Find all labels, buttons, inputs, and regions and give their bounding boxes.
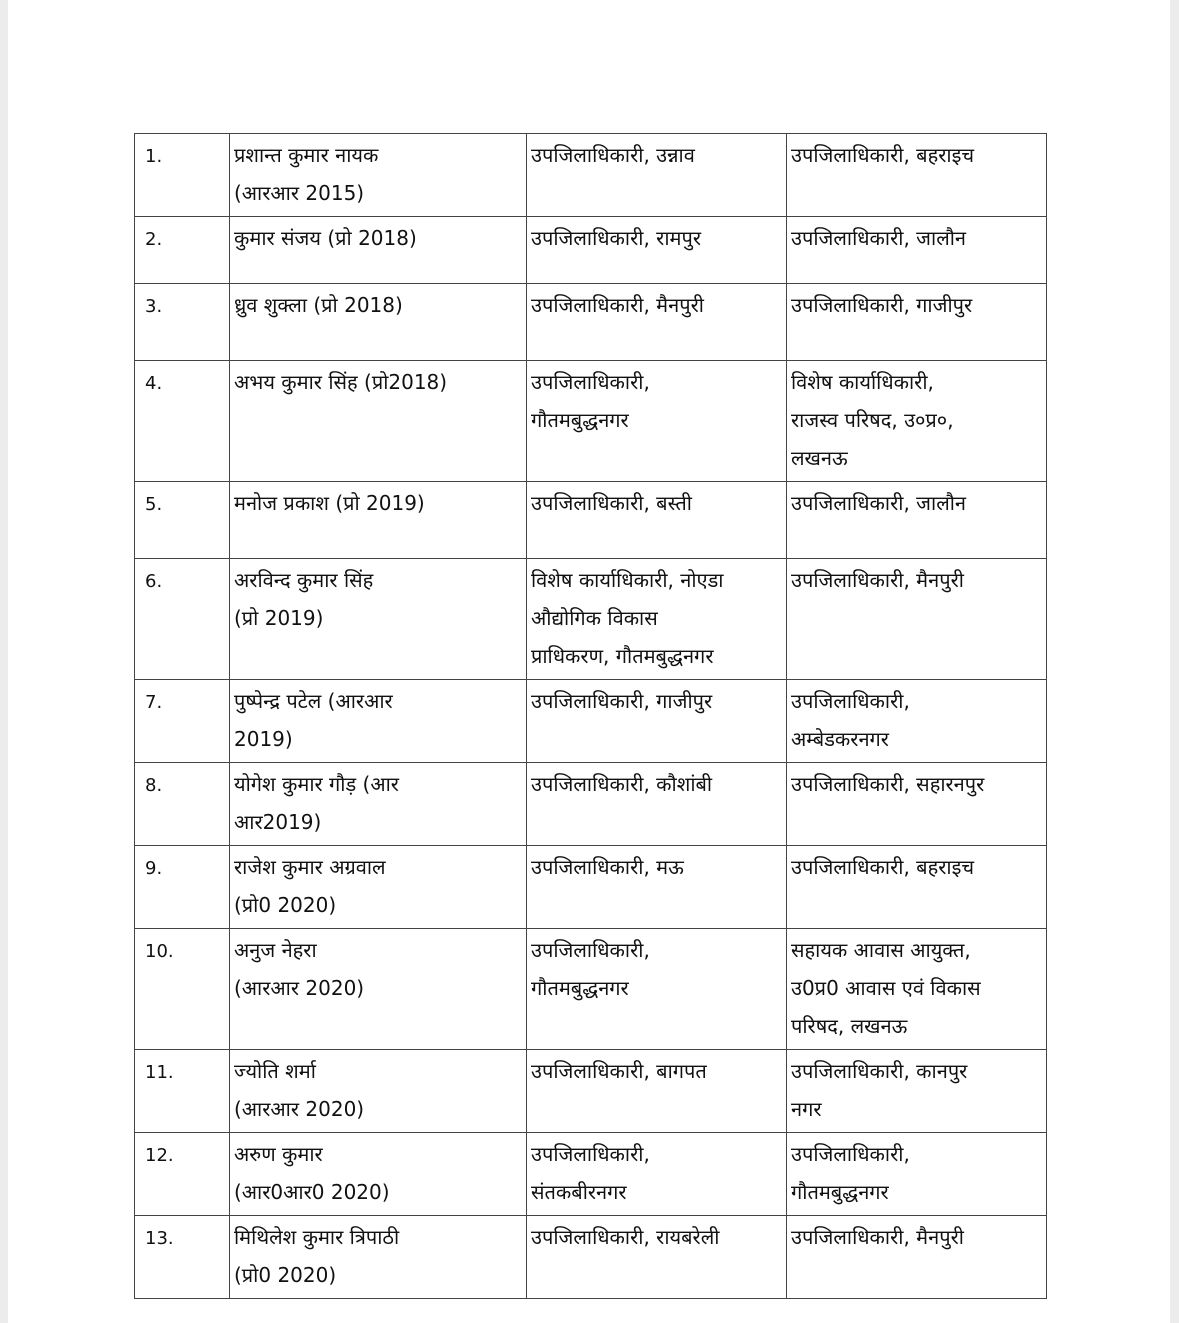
new-posting-line: नगर: [791, 1097, 822, 1121]
officer-name-cell: [230, 361, 527, 482]
table-row: [135, 1216, 1047, 1299]
officer-name-cell: [230, 1216, 527, 1299]
current-posting-line: उपजिलाधिकारी, मैनपुरी: [531, 293, 704, 317]
current-posting-line: उपजिलाधिकारी,: [531, 1142, 650, 1166]
officer-name-line: अभय कुमार सिंह (प्रो2018): [234, 370, 448, 394]
current-posting-line: गौतमबुद्धनगर: [531, 408, 629, 432]
officer-name-cell: [230, 217, 527, 284]
transfer-table-body: [135, 134, 1047, 1299]
new-posting-cell: [787, 1133, 1047, 1216]
current-posting-cell: [527, 846, 787, 929]
officer-name-cell: [230, 763, 527, 846]
officer-name-cell: [230, 929, 527, 1050]
table-row: [135, 217, 1047, 284]
current-posting-line: संतकबीरनगर: [531, 1180, 627, 1204]
officer-name-line: (प्रो0 2020): [234, 893, 337, 917]
table-row: [135, 482, 1047, 559]
current-posting-cell: [527, 1216, 787, 1299]
serial-number-cell: 12.: [135, 1133, 230, 1216]
officer-name-line: ज्योति शर्मा: [234, 1059, 316, 1083]
new-posting-cell: [787, 559, 1047, 680]
current-posting-line: उपजिलाधिकारी, रामपुर: [531, 226, 702, 250]
current-posting-cell: [527, 1050, 787, 1133]
current-posting-line: उपजिलाधिकारी, मऊ: [531, 855, 684, 879]
new-posting-cell: [787, 1216, 1047, 1299]
officer-name-line: ध्रुव शुक्ला (प्रो 2018): [234, 293, 403, 317]
current-posting-cell: [527, 680, 787, 763]
current-posting-line: उपजिलाधिकारी, उन्नाव: [531, 143, 695, 167]
table-row: [135, 361, 1047, 482]
current-posting-cell: [527, 763, 787, 846]
new-posting-line: उ0प्र0 आवास एवं विकास: [791, 976, 981, 1000]
officer-name-line: (आरआर 2020): [234, 976, 365, 1000]
officer-name-cell: [230, 134, 527, 217]
officer-name-cell: [230, 284, 527, 361]
table-row: [135, 1133, 1047, 1216]
current-posting-cell: [527, 1133, 787, 1216]
current-posting-cell: [527, 361, 787, 482]
new-posting-line: उपजिलाधिकारी, जालौन: [791, 226, 967, 250]
new-posting-line: उपजिलाधिकारी, बहराइच: [791, 143, 975, 167]
new-posting-line: उपजिलाधिकारी, जालौन: [791, 491, 967, 515]
officer-name-line: योगेश कुमार गौड़ (आर: [234, 772, 399, 796]
serial-number-cell: 7.: [135, 680, 230, 763]
new-posting-line: विशेष कार्याधिकारी,: [791, 370, 934, 394]
new-posting-line: अम्बेडकरनगर: [791, 727, 889, 751]
document-page: [8, 0, 1170, 1323]
new-posting-line: उपजिलाधिकारी, मैनपुरी: [791, 568, 964, 592]
new-posting-line: उपजिलाधिकारी,: [791, 689, 910, 713]
officer-name-cell: [230, 1133, 527, 1216]
table-row: [135, 559, 1047, 680]
new-posting-line: राजस्व परिषद, उ०प्र०,: [791, 408, 954, 432]
officer-name-line: (आर0आर0 2020): [234, 1180, 390, 1204]
new-posting-line: परिषद, लखनऊ: [791, 1014, 908, 1038]
officer-name-line: कुमार संजय (प्रो 2018): [234, 226, 417, 250]
current-posting-line: उपजिलाधिकारी,: [531, 938, 650, 962]
current-posting-cell: [527, 559, 787, 680]
new-posting-cell: [787, 134, 1047, 217]
table-row: [135, 846, 1047, 929]
officer-name-cell: [230, 680, 527, 763]
officer-name-line: मिथिलेश कुमार त्रिपाठी: [234, 1225, 400, 1249]
new-posting-line: उपजिलाधिकारी, बहराइच: [791, 855, 975, 879]
current-posting-line: उपजिलाधिकारी,: [531, 370, 650, 394]
new-posting-cell: [787, 284, 1047, 361]
officer-name-line: (प्रो0 2020): [234, 1263, 337, 1287]
officer-name-cell: [230, 846, 527, 929]
officer-name-line: अनुज नेहरा: [234, 938, 317, 962]
officer-name-line: (आरआर 2020): [234, 1097, 365, 1121]
serial-number-cell: 2.: [135, 217, 230, 284]
new-posting-line: उपजिलाधिकारी,: [791, 1142, 910, 1166]
current-posting-cell: [527, 929, 787, 1050]
new-posting-cell: [787, 763, 1047, 846]
current-posting-line: विशेष कार्याधिकारी, नोएडा: [531, 568, 724, 592]
table-row: [135, 284, 1047, 361]
new-posting-cell: [787, 680, 1047, 763]
officer-name-line: राजेश कुमार अग्रवाल: [234, 855, 386, 879]
current-posting-line: औद्योगिक विकास: [531, 606, 658, 630]
officer-name-line: प्रशान्त कुमार नायक: [234, 143, 379, 167]
serial-number-cell: 4.: [135, 361, 230, 482]
current-posting-cell: [527, 217, 787, 284]
new-posting-cell: [787, 929, 1047, 1050]
current-posting-line: उपजिलाधिकारी, बागपत: [531, 1059, 707, 1083]
serial-number-cell: 13.: [135, 1216, 230, 1299]
officer-name-line: मनोज प्रकाश (प्रो 2019): [234, 491, 425, 515]
new-posting-cell: [787, 361, 1047, 482]
table-row: [135, 763, 1047, 846]
table-row: [135, 1050, 1047, 1133]
officer-name-line: आर2019): [234, 810, 322, 834]
current-posting-cell: [527, 134, 787, 217]
current-posting-line: उपजिलाधिकारी, रायबरेली: [531, 1225, 720, 1249]
current-posting-cell: [527, 482, 787, 559]
officer-name-cell: [230, 482, 527, 559]
officer-name-cell: [230, 559, 527, 680]
serial-number-cell: 11.: [135, 1050, 230, 1133]
officer-name-cell: [230, 1050, 527, 1133]
serial-number-cell: 8.: [135, 763, 230, 846]
table-row: [135, 929, 1047, 1050]
officer-name-line: पुष्पेन्द्र पटेल (आरआर: [234, 689, 393, 713]
new-posting-line: उपजिलाधिकारी, मैनपुरी: [791, 1225, 964, 1249]
serial-number-cell: 3.: [135, 284, 230, 361]
officer-name-line: अरविन्द कुमार सिंह: [234, 568, 374, 592]
serial-number-cell: 6.: [135, 559, 230, 680]
current-posting-cell: [527, 284, 787, 361]
new-posting-cell: [787, 1050, 1047, 1133]
current-posting-line: गौतमबुद्धनगर: [531, 976, 629, 1000]
serial-number-cell: 9.: [135, 846, 230, 929]
current-posting-line: उपजिलाधिकारी, बस्ती: [531, 491, 692, 515]
new-posting-line: उपजिलाधिकारी, गाजीपुर: [791, 293, 973, 317]
table-row: [135, 134, 1047, 217]
new-posting-cell: [787, 217, 1047, 284]
transfer-table: [134, 133, 1047, 1299]
serial-number-cell: 5.: [135, 482, 230, 559]
officer-name-line: अरुण कुमार: [234, 1142, 323, 1166]
new-posting-line: उपजिलाधिकारी, कानपुर: [791, 1059, 968, 1083]
new-posting-line: उपजिलाधिकारी, सहारनपुर: [791, 772, 985, 796]
officer-name-line: 2019): [234, 727, 293, 751]
current-posting-line: उपजिलाधिकारी, कौशांबी: [531, 772, 713, 796]
current-posting-line: प्राधिकरण, गौतमबुद्धनगर: [531, 644, 714, 668]
officer-name-line: (प्रो 2019): [234, 606, 324, 630]
table-row: [135, 680, 1047, 763]
serial-number-cell: 10.: [135, 929, 230, 1050]
current-posting-line: उपजिलाधिकारी, गाजीपुर: [531, 689, 713, 713]
new-posting-line: सहायक आवास आयुक्त,: [791, 938, 971, 962]
serial-number-cell: 1.: [135, 134, 230, 217]
new-posting-cell: [787, 846, 1047, 929]
officer-name-line: (आरआर 2015): [234, 181, 365, 205]
new-posting-line: लखनऊ: [791, 446, 848, 470]
new-posting-cell: [787, 482, 1047, 559]
new-posting-line: गौतमबुद्धनगर: [791, 1180, 889, 1204]
